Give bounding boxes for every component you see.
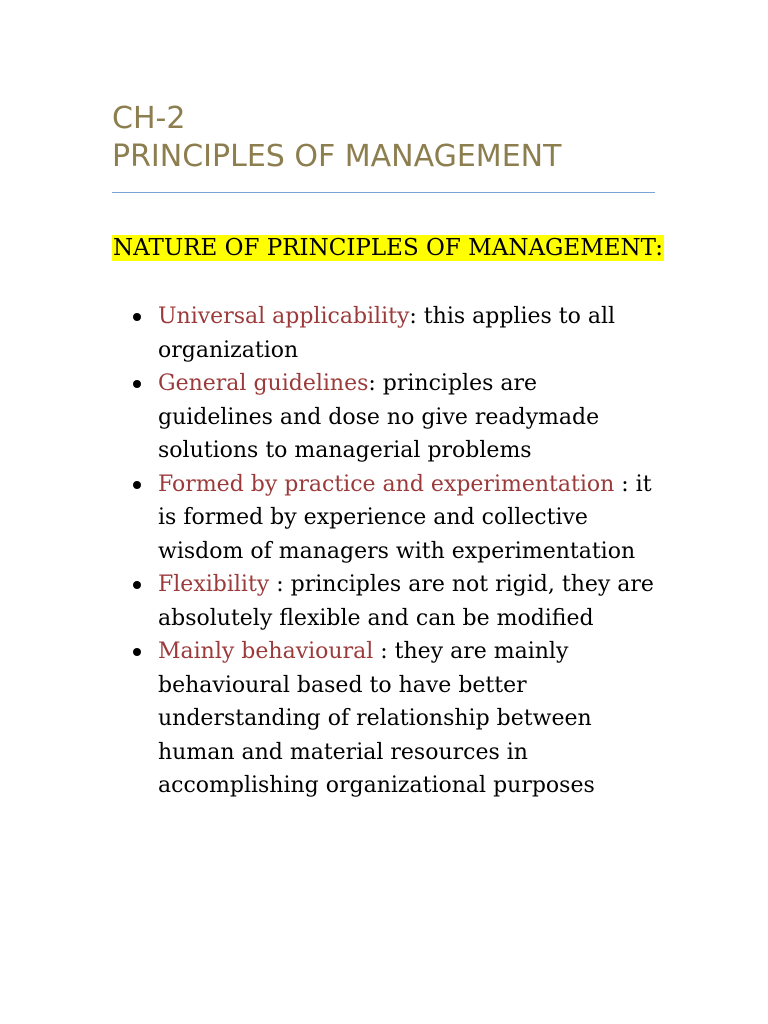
item-description: : they are mainly behavioural based to have better understanding of relationship between human and material resources in accomplishing organizational purposes <box>158 639 595 798</box>
bullet-icon <box>133 648 141 656</box>
highlighted-heading-text: NATURE OF PRINCIPLES OF MANAGEMENT: <box>113 235 663 261</box>
chapter-number: CH-2 <box>112 101 186 136</box>
item-description: : it is formed by experience and collective wisdom of managers with experimentation <box>158 471 652 564</box>
item-term: Formed by practice and experimentation <box>158 471 615 497</box>
list-item <box>158 568 658 635</box>
chapter-heading: PRINCIPLES OF MANAGEMENT <box>112 139 562 174</box>
item-description: : principles are guidelines and dose no give readymade solutions to managerial problems <box>158 371 600 463</box>
list-item <box>158 468 658 569</box>
bullet-icon <box>133 313 141 321</box>
bullet-icon <box>133 581 141 589</box>
title-divider <box>112 192 655 193</box>
item-term: Flexibility <box>158 572 270 597</box>
item-term: Mainly behavioural <box>158 639 374 664</box>
list-item <box>158 367 658 468</box>
list-item <box>158 300 658 367</box>
item-description: : principles are not rigid, they are absolutely flexible and can be modified <box>158 572 654 631</box>
section-heading <box>112 232 664 264</box>
list-item <box>158 635 658 803</box>
item-term: General guidelines <box>158 371 369 396</box>
item-description: : this applies to all organization <box>158 304 616 363</box>
item-term: Universal applicability <box>158 304 410 329</box>
chapter-title <box>112 100 672 176</box>
principles-list <box>158 300 658 803</box>
bullet-icon <box>133 380 141 388</box>
bullet-icon <box>133 481 141 489</box>
